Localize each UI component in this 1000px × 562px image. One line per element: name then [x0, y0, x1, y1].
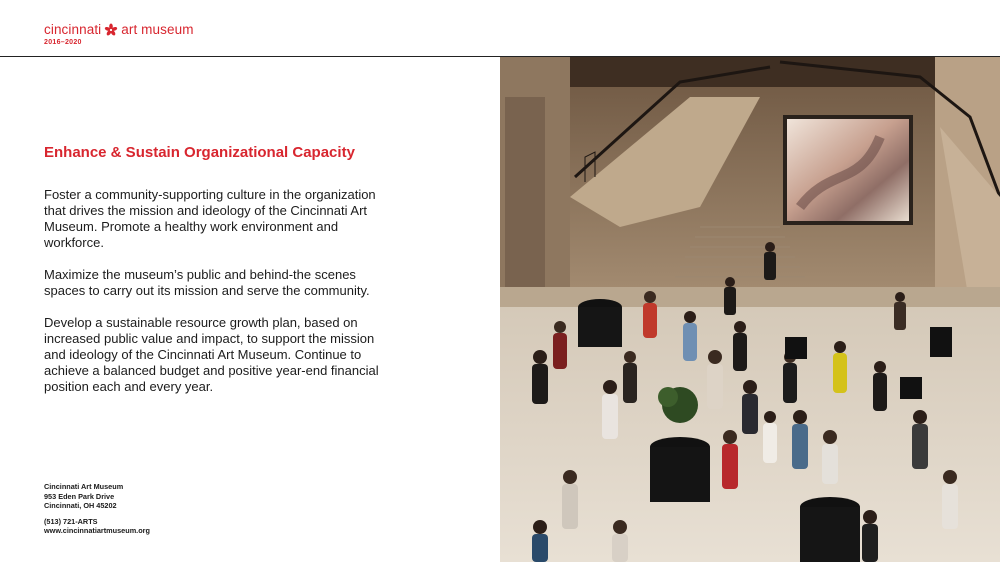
brand-logo [44, 22, 194, 46]
contact-city: Cincinnati, OH 45202 [44, 501, 117, 510]
brand-years: 2016–2020 [44, 39, 82, 46]
paragraph-spaces: Maximize the museum’s public and behind-the scenes spaces to carry out its mission and serve the community. [44, 267, 370, 298]
contact-phone: (513) 721-ARTS [44, 516, 98, 526]
brand-name-left: cincinnati [44, 22, 102, 37]
paragraph-culture: Foster a community-supporting culture in the organization that drives the mission and ideology of the Cincinnati Art Museum. Promote a healthy work environment and workforce. [44, 187, 376, 250]
event-crowd-photo [500, 57, 1000, 562]
contact-website[interactable]: www.cincinnatiartmuseum.org [44, 526, 150, 535]
section-content [44, 143, 389, 411]
contact-street: 953 Eden Park Drive [44, 491, 115, 501]
brand-name-right: art museum [121, 22, 194, 37]
paragraph-resources: Develop a sustainable resource growth plan, based on increased public value and impact, to support the mission and ideology of the Cincinnati Art Museum. Continue to achieve a balanced budget and positive year-end financial position each and every year. [44, 315, 379, 394]
brand-wordmark [44, 22, 194, 37]
asterisk-flower-icon [104, 23, 118, 37]
contact-block [44, 482, 150, 536]
section-heading: Enhance & Sustain Organizational Capacity [44, 144, 355, 161]
contact-org: Cincinnati Art Museum [44, 482, 124, 491]
